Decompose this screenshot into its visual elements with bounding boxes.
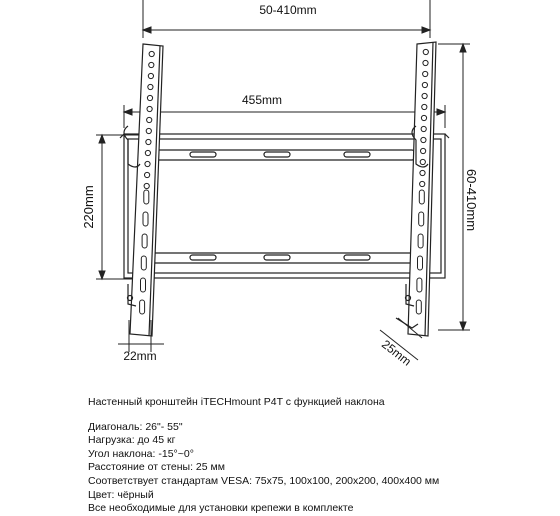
plate-width-label: 455mm: [241, 93, 283, 107]
arm-hole: [423, 71, 428, 76]
arm-hole: [421, 148, 426, 153]
product-specs: [88, 396, 558, 516]
spec-line: Соответствует стандартам VESA: 75x75, 100x100, 200x200, 400x400 мм: [88, 474, 440, 487]
spec-line: Все необходимые для установки крепежи в комплекте: [88, 502, 354, 515]
depth-dimension-lines: [118, 318, 422, 360]
arm-slot: [144, 190, 149, 204]
spec-line: Расстояние от стены: 25 мм: [88, 461, 225, 474]
arm-slot: [143, 212, 148, 226]
spec-line: Угол наклона: -15°~0°: [88, 447, 194, 460]
wall-plate: [120, 134, 449, 278]
arm-hole: [145, 161, 150, 166]
arm-slot: [142, 234, 147, 248]
arm-hole: [148, 73, 153, 78]
arm-hole: [149, 62, 154, 67]
spec-line: Нагрузка: до 45 кг: [88, 434, 176, 447]
arm-hole: [421, 126, 426, 131]
depth-bottom-label: 22mm: [123, 349, 157, 363]
arm-hole: [421, 115, 426, 120]
right-vertical-arm: [396, 42, 436, 336]
arm-hole: [423, 49, 428, 54]
arm-hole: [422, 82, 427, 87]
arm-hole: [422, 93, 427, 98]
right-height-label: 60-410mm: [464, 168, 479, 232]
left-height-label: 220mm: [81, 185, 96, 229]
plate-width-dimension-lines: [124, 105, 445, 128]
arm-slot: [418, 234, 423, 248]
arm-hole: [421, 137, 426, 142]
arm-slot: [416, 300, 421, 314]
spec-line: Диагональ: 26"- 55": [88, 420, 183, 433]
arm-slot: [418, 256, 423, 270]
arm-hole: [423, 60, 428, 65]
arm-hole: [420, 181, 425, 186]
arm-slot: [141, 278, 146, 292]
arm-hole: [146, 139, 151, 144]
arm-hole: [420, 159, 425, 164]
arm-slot: [419, 212, 424, 226]
spec-line: Цвет: чёрный: [88, 488, 154, 501]
depth-angled-label: 25mm: [379, 337, 414, 369]
arm-hole: [145, 150, 150, 155]
arm-slot: [140, 300, 145, 314]
arm-hole: [147, 106, 152, 111]
arm-hole: [146, 128, 151, 133]
arm-hole: [145, 172, 150, 177]
arm-holes: [140, 49, 429, 314]
arm-slot: [417, 278, 422, 292]
arm-hole: [148, 84, 153, 89]
arm-hole: [149, 51, 154, 56]
arm-slot: [141, 256, 146, 270]
arm-hole: [144, 183, 149, 188]
arm-hole: [422, 104, 427, 109]
arm-hole: [420, 170, 425, 175]
product-title: Настенный кронштейн iTECHmount P4T с функцией наклона: [88, 396, 385, 408]
arm-slot: [419, 190, 424, 204]
top-width-label: 50-410mm: [259, 3, 317, 17]
arm-hole: [147, 95, 152, 100]
arm-hole: [147, 117, 152, 122]
